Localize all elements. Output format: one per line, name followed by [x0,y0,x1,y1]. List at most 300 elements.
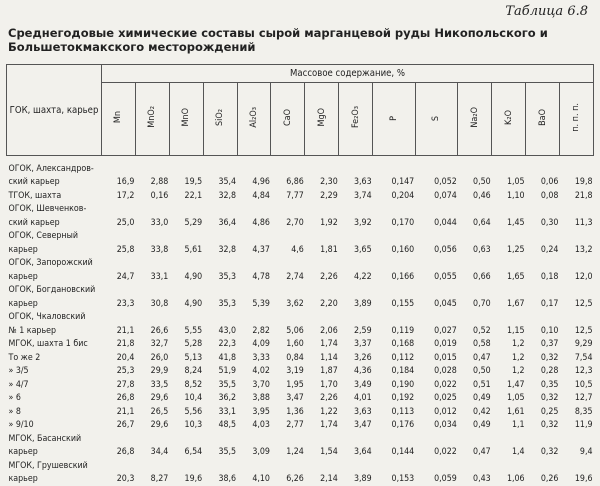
row-label: ОГОК, Чкаловский [7,311,102,325]
table-cell: 4,90 [169,270,203,284]
table-row [7,297,594,311]
table-row [7,338,594,352]
table-cell: 0,26 [526,473,560,486]
table-cell: 26,5 [135,405,169,419]
table-cell: 33,1 [203,405,237,419]
table-row [7,473,594,486]
table-cell: 0,50 [458,365,492,379]
row-label: ский карьер [7,216,102,230]
table-cell: 13,2 [559,243,593,257]
table-cell: 1,92 [305,216,339,230]
table-cell: 0,019 [415,338,458,352]
table-row [7,419,594,433]
table-cell: 22,1 [169,189,203,203]
gok-header: ГОК, шахта, карьер [7,65,102,156]
table-cell: 1,25 [492,243,526,257]
table-cell: 3,65 [339,243,373,257]
table-cell [271,230,305,244]
table-cell [135,459,169,473]
table-cell: 0,49 [458,419,492,433]
table-cell: 0,056 [415,243,458,257]
table-cell: 43,0 [203,324,237,338]
table-cell [135,432,169,446]
table-cell: 11,9 [559,419,593,433]
table-cell [203,284,237,298]
table-cell: 0,08 [526,189,560,203]
table-cell [373,284,416,298]
table-cell: 3,74 [339,189,373,203]
table-cell: 35,4 [203,176,237,190]
table-cell [237,156,271,176]
table-cell: 0,18 [526,270,560,284]
table-cell [373,459,416,473]
row-label: » 4/7 [7,378,102,392]
composition-table [6,64,594,486]
table-cell [135,284,169,298]
table-cell: 12,7 [559,392,593,406]
table-body [7,156,594,486]
table-cell: 0,034 [415,419,458,433]
table-cell [305,284,339,298]
table-cell [102,230,136,244]
table-cell [526,230,560,244]
row-label: ОГОК, Шевченков- [7,203,102,217]
table-cell [305,311,339,325]
row-label: карьер [7,243,102,257]
table-cell [492,257,526,271]
column-header-label: S [431,116,441,121]
mass-content-header: Массовое содержание, % [102,65,594,83]
table-cell [169,459,203,473]
table-cell: 0,47 [458,446,492,460]
table-cell: 0,147 [373,176,416,190]
table-cell: 1,54 [305,446,339,460]
table-cell: 4,01 [339,392,373,406]
table-cell: 0,46 [458,189,492,203]
table-row [7,243,594,257]
table-cell: 1,61 [492,405,526,419]
table-cell: 2,20 [305,297,339,311]
table-cell: 20,4 [102,351,136,365]
table-cell: 1,10 [492,189,526,203]
column-header-label: K₂O [504,110,514,125]
column-header [373,82,416,155]
row-label: карьер [7,473,102,486]
table-cell: 3,26 [339,351,373,365]
column-header-label: Al₂O₃ [249,107,259,128]
table-cell [339,459,373,473]
table-cell: 3,95 [237,405,271,419]
table-cell: 8,27 [135,473,169,486]
table-cell [135,156,169,176]
table-cell: 1,15 [492,324,526,338]
table-cell: 33,1 [135,270,169,284]
table-cell [237,203,271,217]
table-cell [373,156,416,176]
column-header [237,82,271,155]
table-cell [492,156,526,176]
table-cell: 4,90 [169,297,203,311]
table-cell [492,459,526,473]
row-label: карьер [7,297,102,311]
table-cell: 3,19 [271,365,305,379]
table-cell: 29,6 [135,392,169,406]
table-cell: 35,5 [203,446,237,460]
table-cell: 21,8 [102,338,136,352]
table-cell: 1,2 [492,351,526,365]
table-cell: 0,16 [135,189,169,203]
row-label: » 8 [7,405,102,419]
table-cell: 1,95 [271,378,305,392]
table-cell: 5,13 [169,351,203,365]
table-cell [339,311,373,325]
table-cell: 0,119 [373,324,416,338]
table-cell: 36,4 [203,216,237,230]
table-cell: 0,06 [526,176,560,190]
table-cell: 3,33 [237,351,271,365]
table-cell [559,311,593,325]
table-cell: 26,0 [135,351,169,365]
table-cell: 3,62 [271,297,305,311]
column-header-label: Na₂O [470,107,480,128]
table-cell: 4,84 [237,189,271,203]
table-cell: 2,29 [305,189,339,203]
table-cell [305,257,339,271]
table-cell: 3,88 [237,392,271,406]
table-cell [373,432,416,446]
table-cell: 32,8 [203,243,237,257]
row-label: карьер [7,270,102,284]
table-row [7,270,594,284]
table-cell [203,230,237,244]
table-cell: 6,54 [169,446,203,460]
table-cell: 3,37 [339,338,373,352]
table-cell [373,203,416,217]
table-cell [102,257,136,271]
table-cell: 12,3 [559,365,593,379]
column-header-label: SiO₂ [215,109,225,126]
column-header [135,82,169,155]
table-cell: 1,81 [305,243,339,257]
table-cell: 5,39 [237,297,271,311]
table-cell [271,432,305,446]
table-cell: 5,28 [169,338,203,352]
table-cell: 0,055 [415,270,458,284]
table-cell [415,230,458,244]
table-cell [169,432,203,446]
column-header [169,82,203,155]
table-cell [559,459,593,473]
table-cell [237,432,271,446]
table-cell [305,432,339,446]
table-cell [526,203,560,217]
table-row [7,203,594,217]
table-cell: 8,52 [169,378,203,392]
table-cell [559,203,593,217]
table-cell: 16,9 [102,176,136,190]
table-cell: 0,10 [526,324,560,338]
table-cell: 0,025 [415,392,458,406]
table-cell: 4,02 [237,365,271,379]
table-cell: 1,2 [492,338,526,352]
table-cell: 5,61 [169,243,203,257]
table-cell [169,230,203,244]
table-cell: 3,70 [237,378,271,392]
table-cell [102,156,136,176]
table-cell: 1,70 [305,378,339,392]
table-cell: 0,052 [415,176,458,190]
table-cell: 0,17 [526,297,560,311]
table-cell [492,203,526,217]
table-cell: 0,012 [415,405,458,419]
table-cell [373,257,416,271]
column-header [492,82,526,155]
table-cell: 0,059 [415,473,458,486]
table-cell [305,203,339,217]
column-header [271,82,305,155]
table-cell [373,311,416,325]
table-cell: 9,4 [559,446,593,460]
table-cell: 48,5 [203,419,237,433]
table-row [7,365,594,379]
table-cell: 0,168 [373,338,416,352]
table-row [7,216,594,230]
table-cell: 19,6 [559,473,593,486]
table-cell: 51,9 [203,365,237,379]
table-cell: 1,45 [492,216,526,230]
table-cell [559,432,593,446]
table-cell: 27,8 [102,378,136,392]
table-row [7,351,594,365]
table-cell [415,284,458,298]
table-cell: 32,7 [135,338,169,352]
table-cell: 0,42 [458,405,492,419]
column-header [415,82,458,155]
table-cell: 35,5 [203,378,237,392]
table-cell: 36,2 [203,392,237,406]
table-cell: 4,03 [237,419,271,433]
table-cell: 1,36 [271,405,305,419]
table-cell: 0,113 [373,405,416,419]
table-cell: 4,36 [339,365,373,379]
table-cell: 2,82 [237,324,271,338]
table-row [7,156,594,176]
table-cell: 3,09 [237,446,271,460]
table-cell [415,311,458,325]
table-cell [559,284,593,298]
table-cell [458,284,492,298]
table-cell: 9,29 [559,338,593,352]
table-cell: 0,192 [373,392,416,406]
table-cell [492,311,526,325]
table-cell: 26,7 [102,419,136,433]
table-number: Таблица 6.8 [505,4,588,19]
table-cell [415,459,458,473]
table-cell: 1,05 [492,176,526,190]
table-cell [458,230,492,244]
row-label: ОГОК, Богдановский [7,284,102,298]
table-row [7,459,594,473]
table-cell: 21,1 [102,405,136,419]
table-cell: 10,5 [559,378,593,392]
table-row [7,446,594,460]
table-cell: 3,49 [339,378,373,392]
table-cell [492,432,526,446]
table-row [7,176,594,190]
table-cell [102,311,136,325]
table-cell: 19,6 [169,473,203,486]
table-cell [135,203,169,217]
row-label: » 9/10 [7,419,102,433]
table-cell: 0,66 [458,270,492,284]
table-cell: 26,6 [135,324,169,338]
table-cell: 34,4 [135,446,169,460]
table-cell: 19,5 [169,176,203,190]
table-cell [339,156,373,176]
table-cell: 0,153 [373,473,416,486]
table-cell: 0,022 [415,378,458,392]
table-cell: 0,022 [415,446,458,460]
table-cell: 0,25 [526,405,560,419]
row-label: ТГОК, шахта [7,189,102,203]
table-cell [271,459,305,473]
table-cell: 4,78 [237,270,271,284]
table-cell: 30,8 [135,297,169,311]
table-cell [271,203,305,217]
table-cell [339,230,373,244]
row-label: ский карьер [7,176,102,190]
row-label: № 1 карьер [7,324,102,338]
table-cell: 4,09 [237,338,271,352]
column-header-label: Fe₂O₃ [351,106,361,128]
table-cell: 24,7 [102,270,136,284]
table-cell: 0,64 [458,216,492,230]
table-cell [526,432,560,446]
table-cell: 0,027 [415,324,458,338]
table-cell: 0,32 [526,446,560,460]
table-cell [339,432,373,446]
table-cell [271,284,305,298]
table-cell: 4,37 [237,243,271,257]
table-cell: 0,044 [415,216,458,230]
table-cell [526,459,560,473]
row-label: ОГОК, Александров- [7,156,102,176]
table-cell: 2,77 [271,419,305,433]
table-cell: 38,6 [203,473,237,486]
table-cell: 1,1 [492,419,526,433]
table-cell [271,156,305,176]
column-header [102,82,136,155]
table-cell: 1,2 [492,365,526,379]
table-cell: 26,8 [102,446,136,460]
table-cell [458,257,492,271]
table-cell: 4,6 [271,243,305,257]
table-cell [526,257,560,271]
table-row [7,311,594,325]
table-cell: 3,64 [339,446,373,460]
table-cell: 0,37 [526,338,560,352]
column-header-label: MgO [317,108,327,127]
table-cell: 0,49 [458,392,492,406]
table-cell: 0,70 [458,297,492,311]
table-cell: 1,60 [271,338,305,352]
table-cell [458,459,492,473]
table-cell: 3,47 [339,419,373,433]
table-cell: 1,74 [305,338,339,352]
table-cell [559,257,593,271]
table-cell [237,284,271,298]
table-cell: 7,54 [559,351,593,365]
table-cell: 0,50 [458,176,492,190]
table-cell [135,257,169,271]
table-cell: 35,3 [203,270,237,284]
table-cell: 8,24 [169,365,203,379]
column-header [526,82,560,155]
table-cell: 32,8 [203,189,237,203]
column-header-label: P [389,116,399,121]
table-cell [271,311,305,325]
table-cell [559,156,593,176]
table-cell: 3,63 [339,405,373,419]
table-cell: 21,8 [559,189,593,203]
table-cell: 0,43 [458,473,492,486]
table-cell: 0,045 [415,297,458,311]
table-cell: 10,4 [169,392,203,406]
row-label: карьер [7,446,102,460]
table-cell [237,257,271,271]
table-cell: 25,3 [102,365,136,379]
column-header-label: BaO [538,109,548,126]
table-row [7,284,594,298]
table-cell [203,257,237,271]
column-header-label: MnO [181,108,191,127]
table-cell: 0,32 [526,419,560,433]
table-cell: 7,77 [271,189,305,203]
table-title: Среднегодовые химические составы сырой марганцевой руды Никопольского и Большетокмакского месторождений [8,26,593,54]
table-cell: 2,06 [305,324,339,338]
table-cell: 4,22 [339,270,373,284]
table-cell [203,432,237,446]
table-cell: 1,67 [492,297,526,311]
row-label: ОГОК, Северный [7,230,102,244]
table-cell [305,156,339,176]
row-label: МГОК, Грушевский [7,459,102,473]
table-cell: 4,10 [237,473,271,486]
table-cell: 20,3 [102,473,136,486]
table-cell [305,230,339,244]
table-cell [415,432,458,446]
table-cell [458,156,492,176]
table-cell: 0,51 [458,378,492,392]
table-cell: 3,47 [271,392,305,406]
table-cell [458,432,492,446]
table-cell: 0,58 [458,338,492,352]
table-row [7,189,594,203]
table-cell [492,230,526,244]
table-cell: 0,155 [373,297,416,311]
table-cell: 0,144 [373,446,416,460]
table-cell: 0,63 [458,243,492,257]
table-cell: 12,5 [559,324,593,338]
column-header [458,82,492,155]
table-cell [237,459,271,473]
table-row [7,324,594,338]
table-cell: 8,35 [559,405,593,419]
table-cell: 0,35 [526,378,560,392]
table-cell [415,203,458,217]
table-cell: 0,112 [373,351,416,365]
table-cell: 6,86 [271,176,305,190]
